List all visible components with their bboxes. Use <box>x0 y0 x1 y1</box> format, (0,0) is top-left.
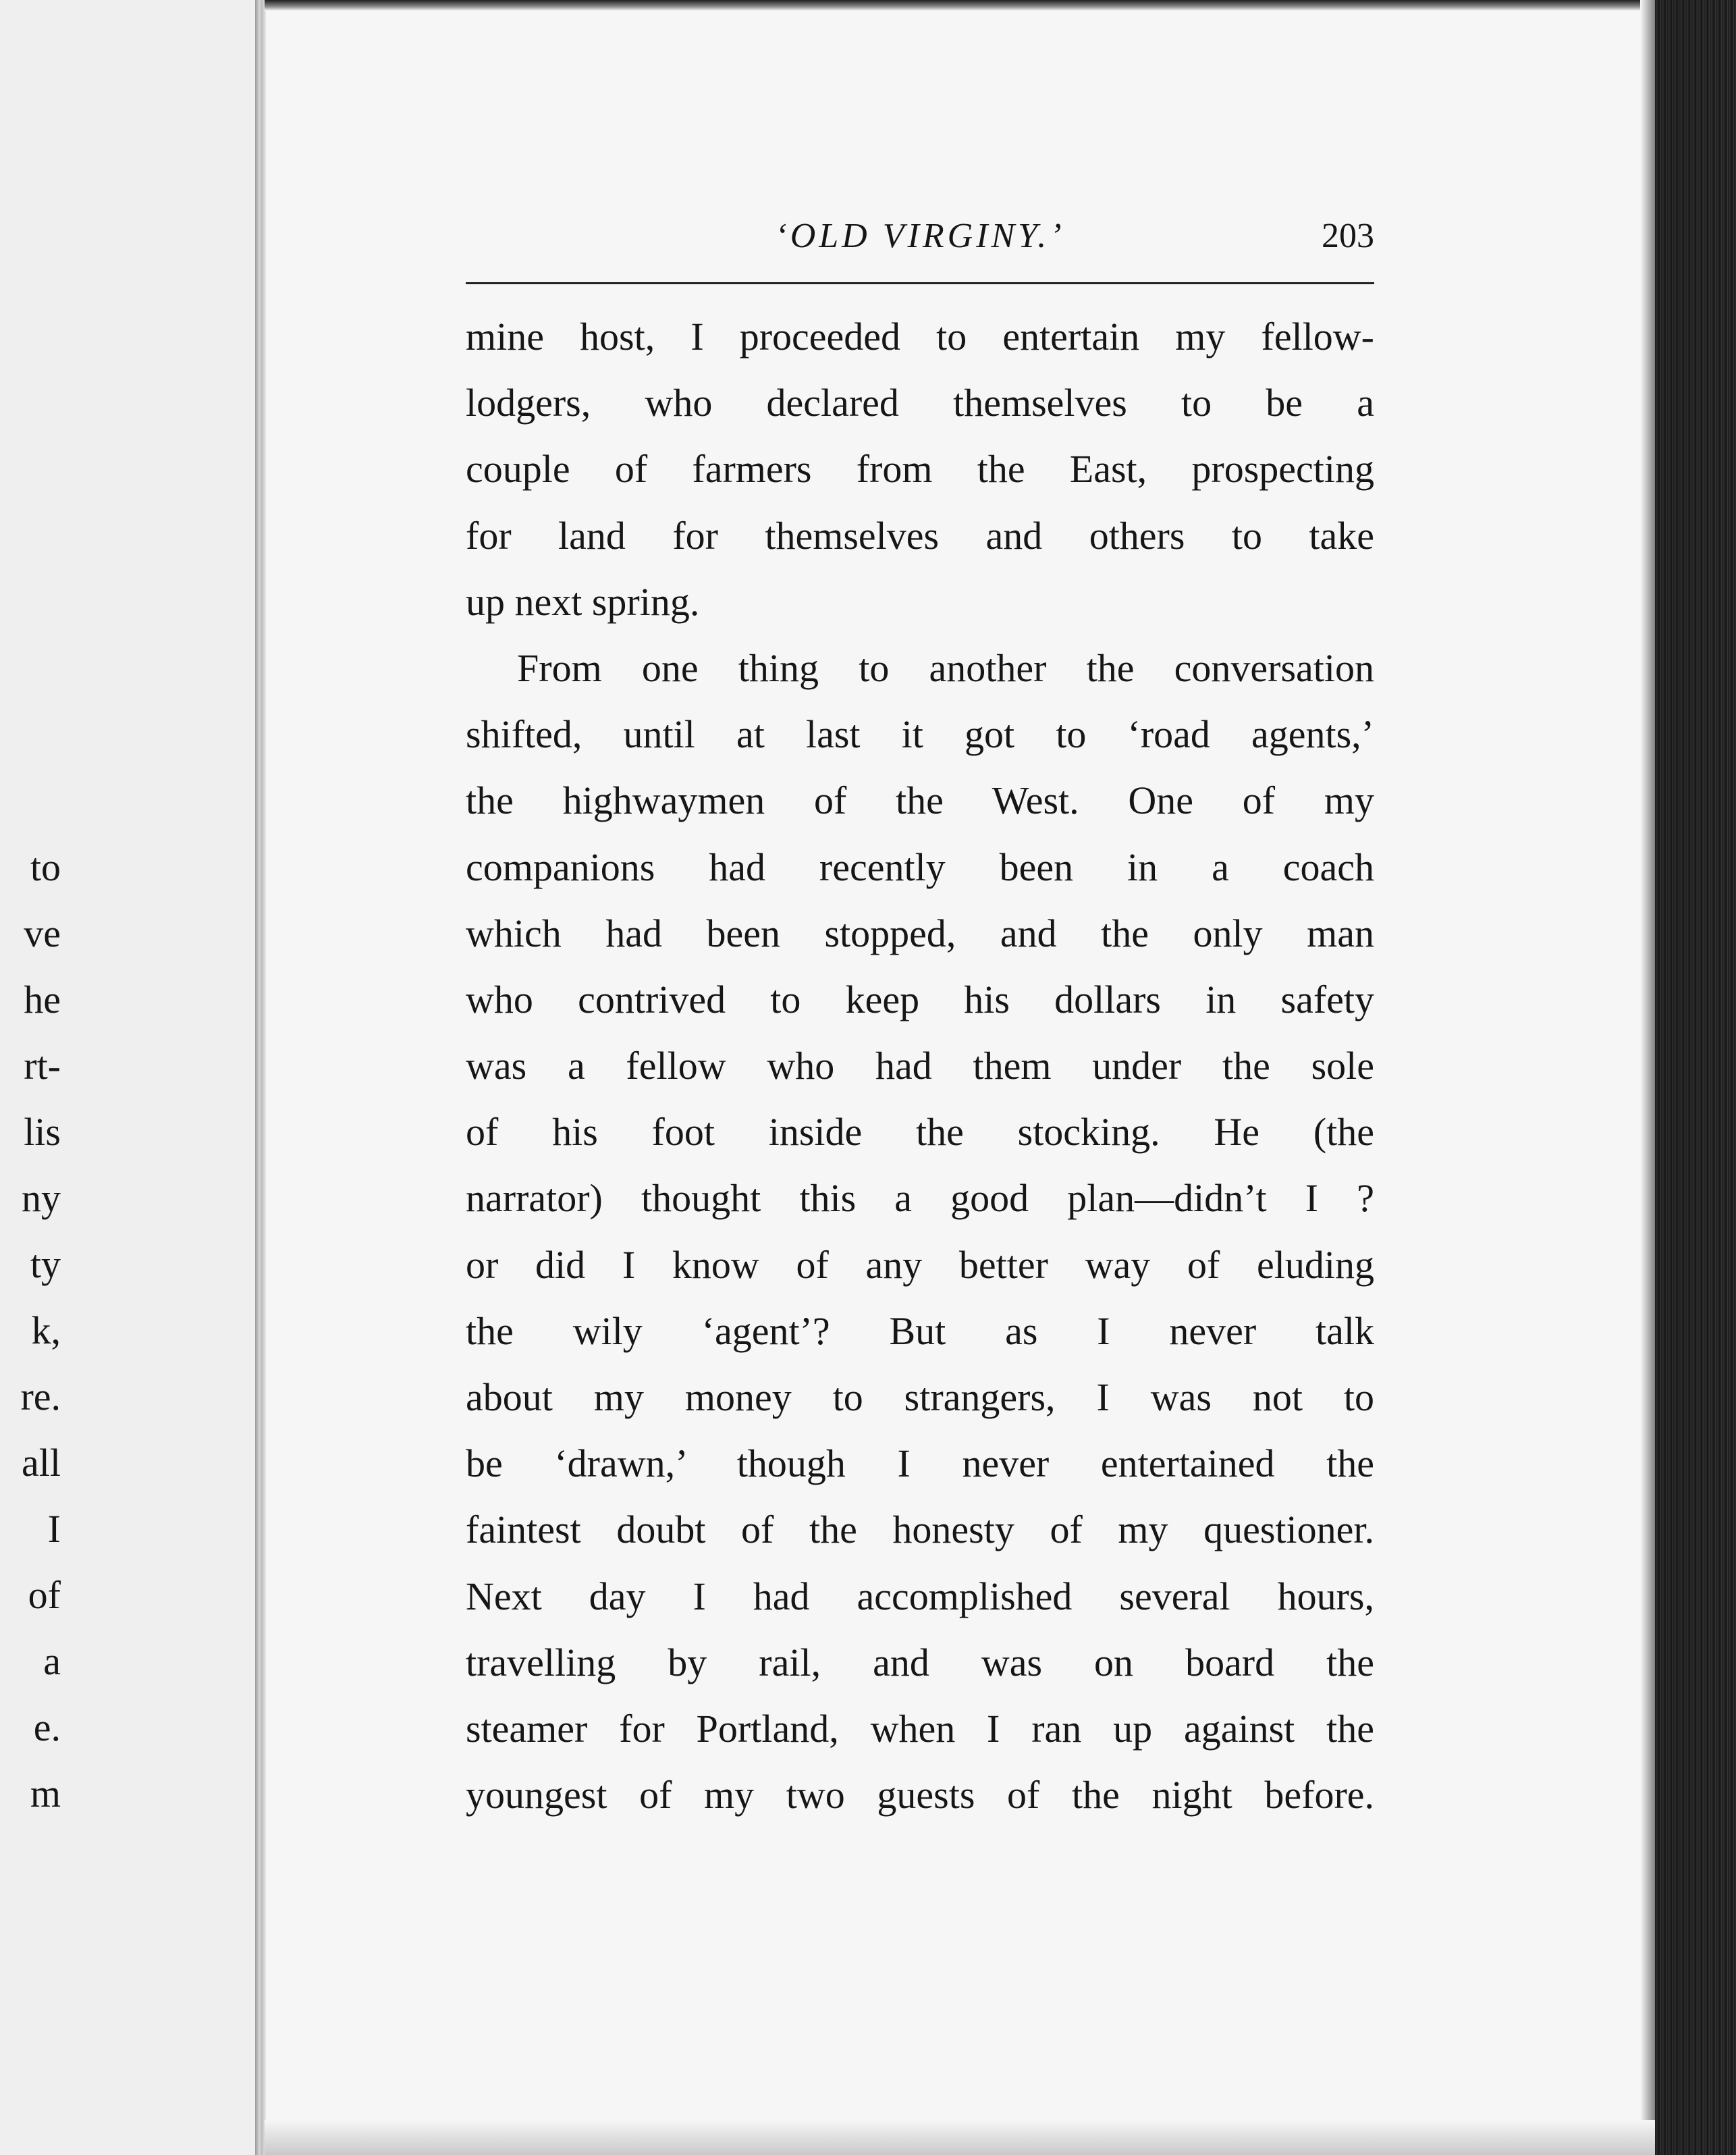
text-line: up next spring. <box>466 579 700 624</box>
fragment-line: re. <box>20 1375 61 1418</box>
fragment-line: m <box>30 1772 61 1815</box>
text-line: mine host, I proceeded to entertain my fellow- <box>466 315 1374 358</box>
fragment-line: ty <box>30 1242 61 1286</box>
fragment-line: a <box>43 1639 61 1683</box>
text-line: narrator) thought this a good plan—didn’t I ? <box>466 1176 1374 1221</box>
page-number: 203 <box>1322 217 1374 255</box>
fragment-line: I <box>47 1507 61 1551</box>
page-right-shadow <box>1640 0 1656 2155</box>
text-line: for land for themselves and others to take <box>466 513 1374 558</box>
text-line: which had been stopped, and the only man <box>466 911 1374 955</box>
text-line: was a fellow who had them under the sole <box>466 1044 1374 1088</box>
facing-page <box>0 0 258 2155</box>
book-gutter <box>255 0 266 2155</box>
running-title: ‘OLD VIRGINY.’ <box>775 217 1065 255</box>
text-line: youngest of my two guests of the night before. <box>466 1773 1374 1817</box>
body-text <box>466 304 1374 1828</box>
fragment-line: all <box>22 1441 61 1485</box>
fragment-line: ve <box>24 911 61 955</box>
text-line: about my money to strangers, I was not to <box>466 1375 1374 1419</box>
fragment-line: to <box>30 845 61 889</box>
paragraph-start-line: From one thing to another the conversation <box>517 645 1374 690</box>
text-line: couple of farmers from the East, prospecting <box>466 447 1374 491</box>
text-line: travelling by rail, and was on board the <box>466 1640 1374 1684</box>
fragment-line: of <box>28 1573 61 1617</box>
text-line: the highwaymen of the West. One of my <box>466 778 1374 823</box>
text-line: lodgers, who declared themselves to be a <box>466 381 1374 425</box>
text-line: who contrived to keep his dollars in safety <box>466 977 1374 1021</box>
text-line: the wily ‘agent’? But as I never talk <box>466 1308 1374 1353</box>
text-line: steamer for Portland, when I ran up against the <box>466 1706 1374 1751</box>
text-line: be ‘drawn,’ though I never entertained the <box>466 1441 1374 1486</box>
fragment-line: k, <box>31 1308 61 1352</box>
fragment-line: lis <box>24 1110 61 1154</box>
book-page-edges <box>1655 0 1736 2155</box>
fragment-line: e. <box>33 1705 61 1749</box>
fragment-line: ny <box>22 1176 61 1220</box>
running-head <box>466 209 1374 263</box>
text-line: companions had recently been in a coach <box>466 845 1374 889</box>
text-line: faintest doubt of the honesty of my questioner. <box>466 1508 1374 1552</box>
fragment-line: rt- <box>24 1044 61 1088</box>
text-line: shifted, until at last it got to ‘road agents,’ <box>466 712 1374 757</box>
text-line: or did I know of any better way of eluding <box>466 1242 1374 1287</box>
page-bottom-shadow <box>265 2120 1655 2155</box>
facing-page-fragments <box>0 834 61 1827</box>
text-line: Next day I had accomplished several hours, <box>466 1574 1374 1618</box>
page-top-edge <box>265 0 1655 11</box>
fragment-line: he <box>24 978 61 1021</box>
header-rule <box>466 282 1374 284</box>
text-line: of his foot inside the stocking. He (the <box>466 1110 1374 1154</box>
